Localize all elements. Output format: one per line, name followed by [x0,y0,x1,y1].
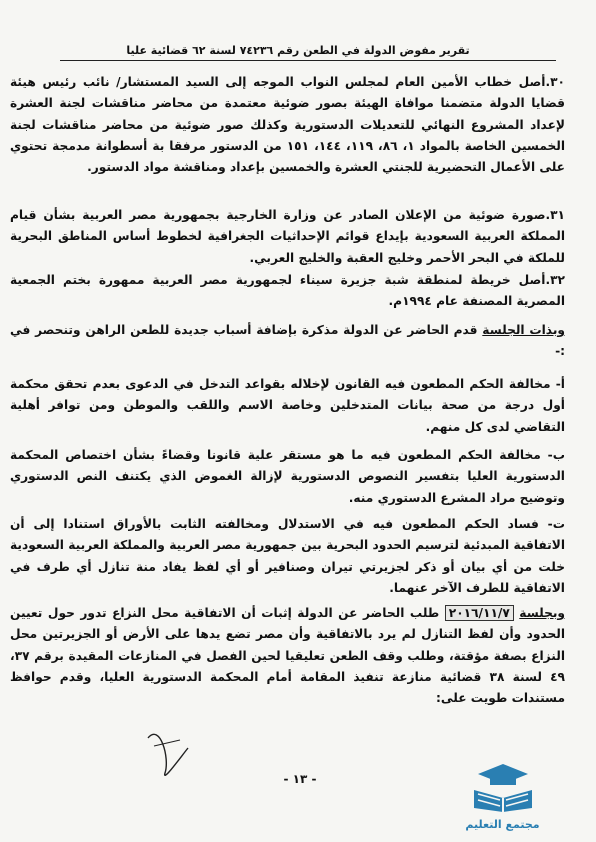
session2-text: طلب الحاضر عن الدولة إثبات أن الاتفاقية محل النزاع تدور حول تعيين الحدود وأن لفظ التنازل لم يرد بالاتفاقية وأن مصر تضع يدها على الأرض أو الجزيرتين محل النزاع بصفة مؤقتة، وطلب وقف الطعن تعليقيا لحين الفصل في المنازعات المقيدة برقم ٣٧، ٤٩ لسنة ٣٨ قضائية منازعة تنفيذ المقامة أمام المحكمة الدستورية العليا، وقدم حوافظ مستندات طويت على: [10,606,565,706]
session-text: قدم الحاضر عن الدولة مذكرة بإضافة أسباب جديدة للطعن الراهن وتنحصر في :- [10,323,565,359]
session2-date: ٢٠١٦/١١/٧ [445,605,514,621]
header-title: تقرير مفوض الدولة في الطعن رقم ٧٤٢٣٦ لسنة ٦٢ قضائية عليا [126,44,470,57]
item-32: ٣٢.أصل خريطة لمنطقة شبة جزيرة سيناء لجمهورية مصر العربية ممهورة بختم الجمعية المصرية المصنفة عام ١٩٩٤م. [10,273,565,309]
reason-a: أ- مخالفة الحكم المطعون فيه القانون لإخلاله بقواعد التدخل في الدعوى بعدم تحقق محكمة أول درجة من صحة بيانات المتدخلين وخاصة الاسم واللقب والموطن ومن توافر أهلية التقاضي لدى كل منهم. [10,377,565,434]
site-logo [455,754,550,839]
item-30: ٣٠.أصل خطاب الأمين العام لمجلس النواب الموجه إلى السيد المستشار/ نائب رئيس هيئة قضايا الدولة متضمنا موافاة الهيئة بصور ضوئية معتمدة من محاضر مناقشات لجنة العشرة لإعداد المشروع النهائي للتعديلات الدستورية وكذلك صور ضوئية من محاضر مناقشات لجنة الخمسين الخاصة بالمواد ١، ٨٦، ١١٩، ١٤٤، ١٥١ من الدستور مرفقا بة أسطوانة مدمجة تحتوي على الأعمال التحضيرية للجنتي العشرة والخمسين بإعداد ومناقشة مواد الدستور. [10,75,566,175]
reason-c: ت- فساد الحكم المطعون فيه في الاستدلال ومخالفته الثابت بالأوراق استنادا إلى أن الاتفاقية المبدئية لترسيم الحدود البحرية بين جمهورية مصر العربية والمملكة العربية السعودية خلت من أي بيان أو ذكر لجزيرتي تيران وصنافير أو أي لفظ يفاد منة تنازل أي طرف في الاتفاقية للطرف الآخر عنهما. [10,517,565,595]
session2-label: وبجلسة [519,606,565,620]
session-label: وبذات الجلسة [482,323,565,337]
header-rule [60,60,556,61]
signature-mark [140,718,200,788]
page-number: - ١٣ - [283,772,317,786]
session-paragraph-1 [10,320,565,363]
logo-text: مجتمع التعليم [465,818,540,831]
reason-b: ب- مخالفة الحكم المطعون فيه ما هو مستقر علية قانونا وقضاءً بشأن اختصاص المحكمة الدستورية العليا بتفسير النصوص الدستورية لإزالة الغموض الذي يكتنف النص الدستوري وتوضيح مراد المشرع الدستوري منه. [10,448,565,505]
session-paragraph-2 [10,603,565,709]
page-header [20,44,576,57]
graduation-cap-books-icon [468,754,538,812]
item-31: ٣١.صورة ضوئية من الإعلان الصادر عن وزارة الخارجية بجمهورية مصر العربية بشأن قيام المملكة العربية السعودية بإيداع قوائم الإحداثيات الجغرافية لخطوط أساس المناطق البحرية للملكة في البحر الأحمر وخليج العقبة والخليج العربي. [10,208,565,265]
